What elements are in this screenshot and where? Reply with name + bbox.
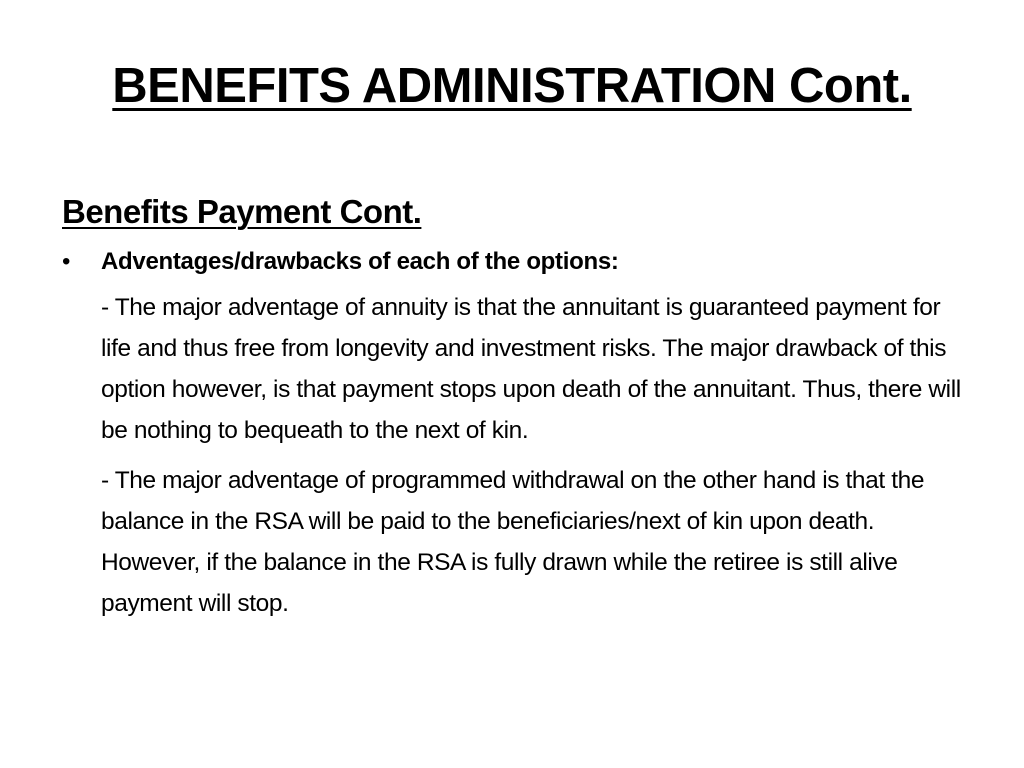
programmed-withdrawal-paragraph: - The major adventage of programmed withdrawal on the other hand is that the balance in the RSA will be paid to the beneficiaries/next of kin upon death. However, if the balance in the RSA is fully drawn while the retiree is still alive payment will stop. — [101, 466, 925, 617]
slide-title: BENEFITS ADMINISTRATION Cont. — [112, 59, 912, 113]
bullet-item — [62, 248, 962, 277]
bullet-text: Adventages/drawbacks of each of the options: — [101, 247, 619, 275]
slide-content — [62, 193, 962, 624]
section-subheading: Benefits Payment Cont. — [62, 193, 422, 230]
annuity-paragraph: - The major adventage of annuity is that the annuitant is guaranteed payment for life and thus free from longevity and investment risks. The major drawback of this option however, is that payment stops upon death of the annuitant. Thus, there will be nothing to bequeath to the next of kin. — [101, 293, 961, 444]
bullet-marker: • — [62, 247, 71, 275]
